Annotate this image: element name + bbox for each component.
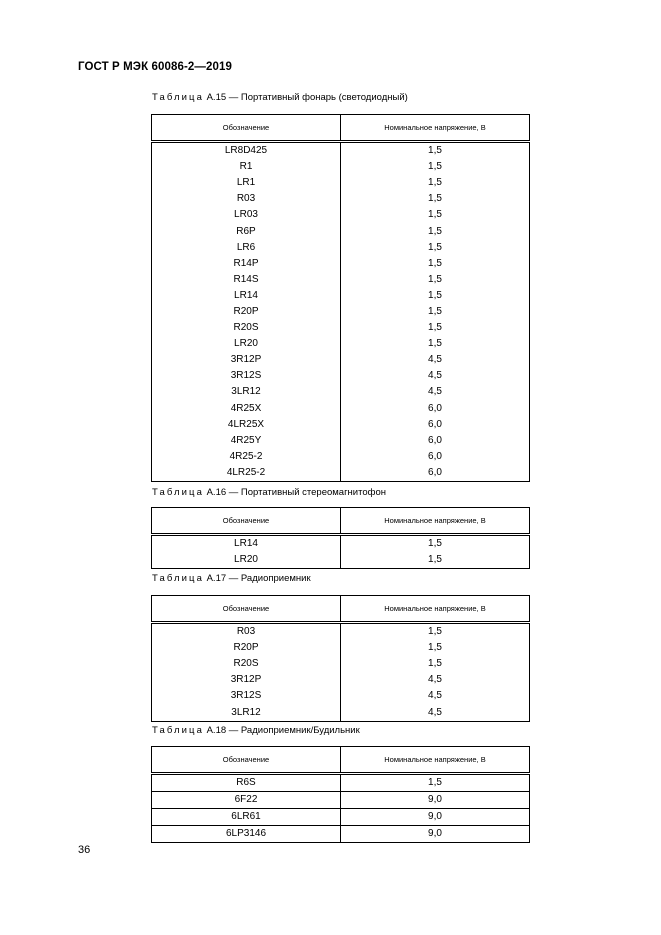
table-row [152,433,530,449]
voltage-cell: 6,0 [341,465,530,482]
voltage-cell: 1,5 [341,552,530,569]
voltage-cell: 1,5 [341,535,530,553]
designation-cell: R03 [152,191,341,207]
caption-text: А.16 — Портативный стереомагнитофон [203,487,386,498]
voltage-cell: 6,0 [341,433,530,449]
table-row [152,792,530,809]
table-caption [152,725,360,736]
table-row [152,688,530,704]
data-table [151,507,530,569]
table-row [152,175,530,191]
designation-cell: 4LR25-2 [152,465,341,482]
voltage-cell: 1,5 [341,272,530,288]
designation-cell: R03 [152,623,341,641]
designation-cell: 4R25-2 [152,449,341,465]
designation-cell: LR6 [152,240,341,256]
designation-cell: 6F22 [152,792,341,809]
table-row [152,774,530,792]
designation-cell: R14S [152,272,341,288]
designation-cell: 6LR61 [152,809,341,826]
voltage-cell: 1,5 [341,142,530,160]
column-header-designation: Обозначение [152,747,341,774]
voltage-cell: 1,5 [341,240,530,256]
caption-text: А.17 — Радиоприемник [203,573,311,584]
voltage-cell: 4,5 [341,672,530,688]
table-row [152,535,530,553]
page-number: 36 [78,844,91,856]
voltage-cell: 6,0 [341,449,530,465]
designation-cell: R1 [152,159,341,175]
table-row [152,304,530,320]
voltage-cell: 4,5 [341,384,530,400]
table-caption [152,92,408,103]
table-row [152,336,530,352]
table-row [152,623,530,641]
table-row [152,240,530,256]
table-row [152,272,530,288]
voltage-cell: 6,0 [341,401,530,417]
table-row [152,656,530,672]
designation-cell: R20P [152,640,341,656]
designation-cell: LR20 [152,552,341,569]
voltage-cell: 1,5 [341,207,530,223]
column-header-voltage: Номинальное напряжение, В [341,747,530,774]
table-caption [152,487,386,498]
table-row [152,672,530,688]
designation-cell: R20S [152,320,341,336]
table-row [152,320,530,336]
designation-cell: 3R12S [152,368,341,384]
designation-cell: R6S [152,774,341,792]
voltage-cell: 1,5 [341,774,530,792]
designation-cell: LR14 [152,535,341,553]
column-header-voltage: Номинальное напряжение, В [341,596,530,623]
data-table [151,595,530,722]
table-row [152,191,530,207]
voltage-cell: 1,5 [341,320,530,336]
column-header-voltage: Номинальное напряжение, В [341,508,530,535]
table-row [152,256,530,272]
designation-cell: 4LR25X [152,417,341,433]
table-row [152,449,530,465]
voltage-cell: 9,0 [341,792,530,809]
table-row [152,352,530,368]
voltage-cell: 4,5 [341,704,530,721]
data-table [151,114,530,482]
table-row [152,401,530,417]
voltage-cell: 4,5 [341,368,530,384]
designation-cell: R20S [152,656,341,672]
designation-cell: 3R12S [152,688,341,704]
table-row [152,142,530,160]
table-row [152,288,530,304]
voltage-cell: 9,0 [341,826,530,843]
caption-prefix: Таблица [152,487,204,498]
designation-cell: 6LP3146 [152,826,341,843]
voltage-cell: 1,5 [341,640,530,656]
voltage-cell: 1,5 [341,336,530,352]
voltage-cell: 1,5 [341,223,530,239]
voltage-cell: 1,5 [341,175,530,191]
voltage-cell: 9,0 [341,809,530,826]
voltage-cell: 4,5 [341,688,530,704]
table-row [152,223,530,239]
table-row [152,384,530,400]
column-header-voltage: Номинальное напряжение, В [341,115,530,142]
table-row [152,368,530,384]
table-row [152,417,530,433]
table-row [152,640,530,656]
designation-cell: R6P [152,223,341,239]
designation-cell: LR03 [152,207,341,223]
table-row [152,159,530,175]
voltage-cell: 6,0 [341,417,530,433]
caption-text: А.18 — Радиоприемник/Будильник [203,725,360,736]
table-row [152,826,530,843]
column-header-designation: Обозначение [152,115,341,142]
table-row [152,465,530,482]
designation-cell: 4R25X [152,401,341,417]
table-row [152,809,530,826]
voltage-cell: 1,5 [341,288,530,304]
caption-text: А.15 — Портативный фонарь (светодиодный) [203,92,408,103]
designation-cell: 3LR12 [152,384,341,400]
designation-cell: R14P [152,256,341,272]
caption-prefix: Таблица [152,92,204,103]
designation-cell: LR20 [152,336,341,352]
designation-cell: LR8D425 [152,142,341,160]
voltage-cell: 1,5 [341,623,530,641]
designation-cell: 3R12P [152,672,341,688]
caption-prefix: Таблица [152,725,204,736]
data-table [151,746,530,843]
document-header: ГОСТ Р МЭК 60086-2—2019 [78,61,232,73]
voltage-cell: 1,5 [341,304,530,320]
voltage-cell: 1,5 [341,159,530,175]
voltage-cell: 1,5 [341,256,530,272]
designation-cell: R20P [152,304,341,320]
designation-cell: 3R12P [152,352,341,368]
column-header-designation: Обозначение [152,508,341,535]
voltage-cell: 4,5 [341,352,530,368]
designation-cell: 4R25Y [152,433,341,449]
designation-cell: LR1 [152,175,341,191]
table-caption [152,573,311,584]
caption-prefix: Таблица [152,573,204,584]
table-row [152,207,530,223]
designation-cell: 3LR12 [152,704,341,721]
table-row [152,552,530,569]
designation-cell: LR14 [152,288,341,304]
voltage-cell: 1,5 [341,191,530,207]
table-row [152,704,530,721]
voltage-cell: 1,5 [341,656,530,672]
column-header-designation: Обозначение [152,596,341,623]
